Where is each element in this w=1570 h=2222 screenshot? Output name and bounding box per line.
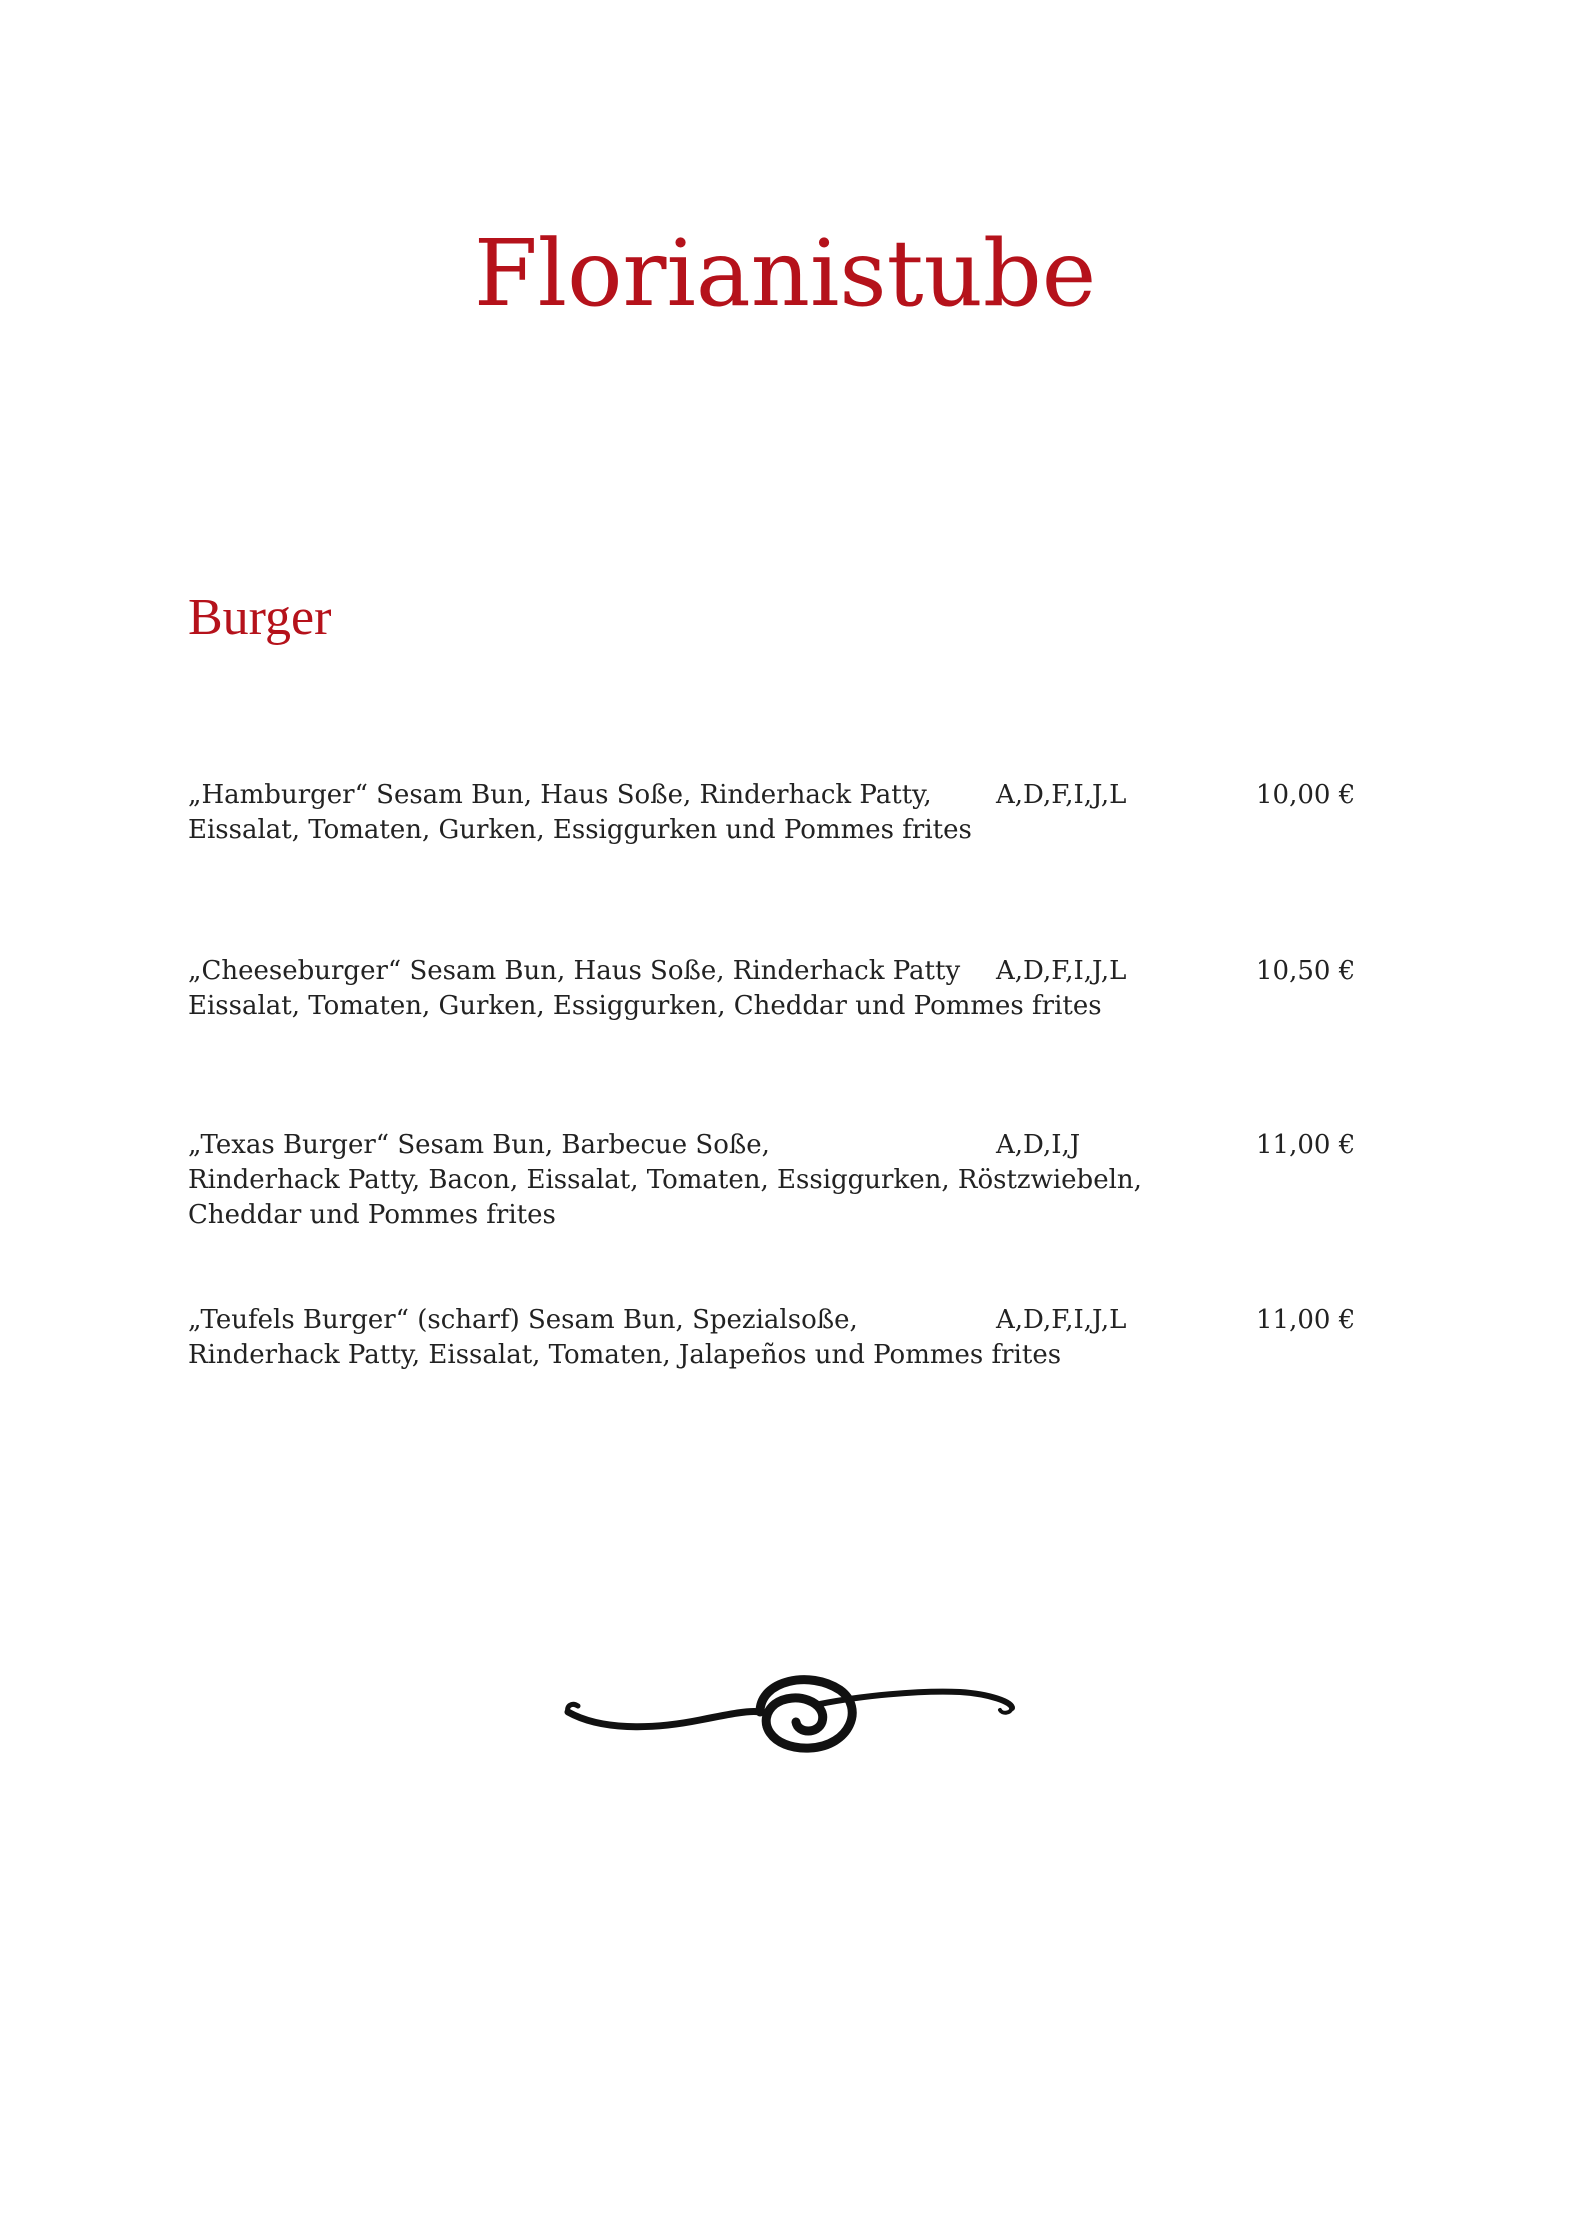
- restaurant-title: Florianistube: [473, 220, 1097, 327]
- item-description-line: „Hamburger“ Sesam Bun, Haus Soße, Rinderhack Patty,: [188, 780, 932, 810]
- menu-item-hamburger: [188, 778, 1358, 848]
- section-heading-burger: Burger: [188, 589, 332, 646]
- item-allergens: A,D,F,I,J,L: [996, 780, 1127, 810]
- item-allergens: A,D,F,I,J,L: [996, 956, 1127, 986]
- menu-item-teufels-burger: [188, 1303, 1358, 1373]
- menu-item-cheeseburger: [188, 954, 1358, 1024]
- item-description-line: Cheddar und Pommes frites: [188, 1200, 556, 1230]
- item-description-line: „Cheeseburger“ Sesam Bun, Haus Soße, Rinderhack Patty: [188, 956, 961, 986]
- item-description-line: „Teufels Burger“ (scharf) Sesam Bun, Spezialsoße,: [188, 1305, 858, 1335]
- flourish-swirl-icon: [560, 1660, 1020, 1760]
- item-allergens: A,D,I,J: [996, 1130, 1081, 1160]
- item-description-line: Rinderhack Patty, Bacon, Eissalat, Tomaten, Essiggurken, Röstzwiebeln,: [188, 1165, 1142, 1195]
- item-price: 10,00 €: [1256, 780, 1356, 810]
- item-description-line: Eissalat, Tomaten, Gurken, Essiggurken, Cheddar und Pommes frites: [188, 991, 1102, 1021]
- menu-item-texas-burger: [188, 1128, 1358, 1233]
- item-description-line: Rinderhack Patty, Eissalat, Tomaten, Jalapeños und Pommes frites: [188, 1340, 1062, 1370]
- item-price: 10,50 €: [1256, 956, 1356, 986]
- item-allergens: A,D,F,I,J,L: [996, 1305, 1127, 1335]
- item-description-line: „Texas Burger“ Sesam Bun, Barbecue Soße,: [188, 1130, 770, 1160]
- item-description-line: Eissalat, Tomaten, Gurken, Essiggurken und Pommes frites: [188, 815, 972, 845]
- item-price: 11,00 €: [1256, 1130, 1356, 1160]
- item-price: 11,00 €: [1256, 1305, 1356, 1335]
